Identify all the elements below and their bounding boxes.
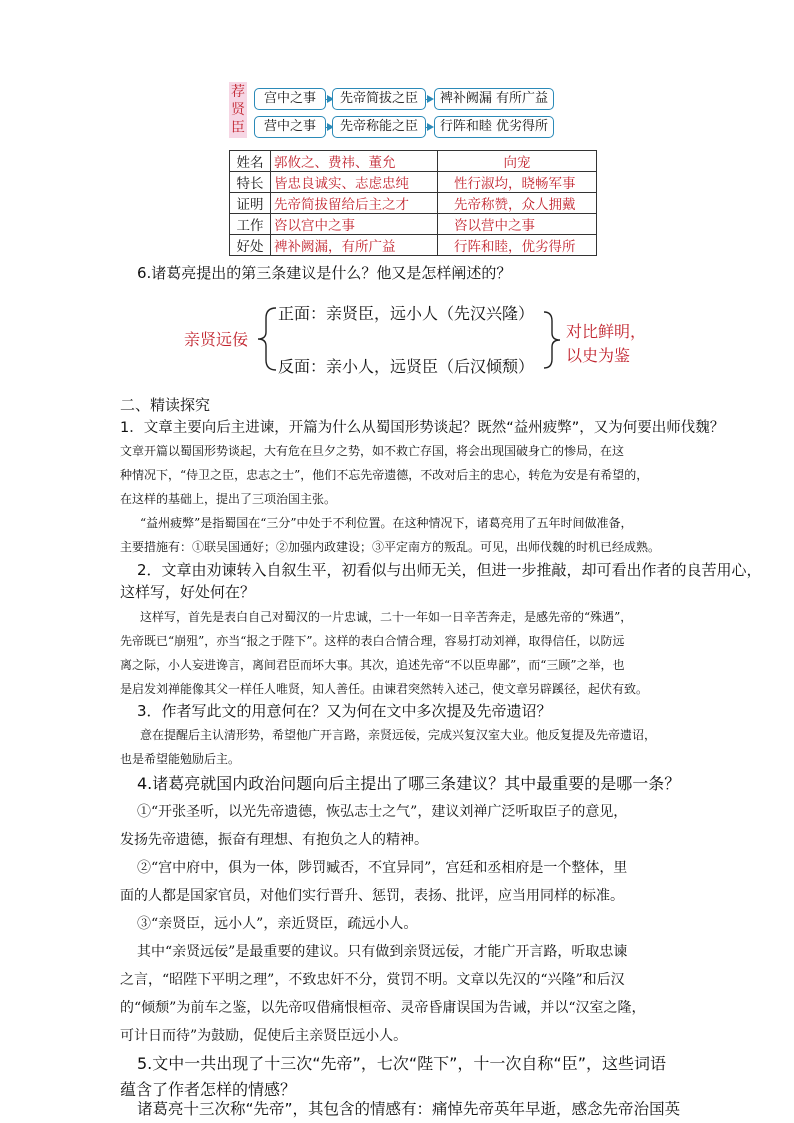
table-header-cell: 特长 bbox=[230, 172, 271, 193]
brace-bottom-line: 反面：亲小人，远贤臣（后汉倾颓） bbox=[278, 357, 535, 376]
answer-2-line: 离之际，小人妄进谗言，离间君臣而坏大事。其次，追述先帝“不以臣卑鄙”，而“三顾”之举，也 bbox=[120, 658, 625, 672]
table-cell: 咨以营中之事 bbox=[438, 214, 597, 235]
question-5: 蕴含了作者怎样的情感？ bbox=[120, 1080, 297, 1099]
table-row bbox=[230, 214, 597, 235]
table-cell: 先帝称赞，众人拥戴 bbox=[438, 193, 597, 214]
answer-2-line: 先帝既已“崩殂”，亦当“报之于陛下”。这样的表白合情合理，容易打动刘禅，取得信任，以防远 bbox=[120, 634, 625, 648]
section-title: 二、精读探究 bbox=[120, 396, 211, 414]
brace-top-line: 正面：亲贤臣，远小人（先汉兴隆） bbox=[278, 304, 535, 323]
ministers-table bbox=[229, 150, 597, 256]
table-cell: 向宠 bbox=[438, 151, 597, 172]
question-6: 6.诸葛亮提出的第三条建议是什么？他又是怎样阐述的？ bbox=[137, 264, 512, 282]
left-brace-icon bbox=[256, 306, 280, 372]
answer-5-line: 诸葛亮十三次称“先帝”，其包含的情感有：痛悼先帝英年早逝，感念先帝治国英 bbox=[137, 1100, 681, 1118]
answer-4-line: 其中“亲贤远佞”是最重要的建议。只有做到亲贤远佞，才能广开言路，听取忠谏 bbox=[137, 944, 628, 960]
brace-right-line-1: 对比鲜明， bbox=[566, 322, 647, 341]
table-cell: 郭攸之、费祎、董允 bbox=[271, 151, 438, 172]
table-cell: 先帝简拔留给后主之才 bbox=[271, 193, 438, 214]
answer-4-line: 之言，“昭陛下平明之理”，不致忠奸不分，赏罚不明。文章以先汉的“兴隆”和后汉 bbox=[120, 972, 625, 988]
flow-arrow bbox=[425, 127, 432, 128]
answer-1-line: 文章开篇以蜀国形势谈起，大有危在旦夕之势，如不救亡存国，将会出现国破身亡的惨局，在这 bbox=[120, 444, 625, 458]
flow-node: 宫中之事 bbox=[254, 88, 326, 110]
table-header-cell: 证明 bbox=[230, 193, 271, 214]
answer-4-line: ③“亲贤臣，远小人”，亲近贤臣，疏远小人。 bbox=[137, 916, 418, 932]
answer-3-line: 也是希望能勉励后主。 bbox=[120, 752, 241, 766]
answer-1-line: 主要措施有：①联吴国通好；②加强内政建设；③平定南方的叛乱。可见，出师伐魏的时机已经成熟。 bbox=[120, 540, 661, 554]
answer-4-line: 的“倾颓”为前车之鉴，以先帝叹借痛恨桓帝、灵帝昏庸误国为告诫，并以“汉室之隆， bbox=[120, 1000, 646, 1016]
flow-node: 营中之事 bbox=[254, 116, 326, 138]
flow-node: 行阵和睦 优劣得所 bbox=[434, 116, 554, 138]
table-cell: 性行淑均，晓畅军事 bbox=[438, 172, 597, 193]
table-cell: 咨以宫中之事 bbox=[271, 214, 438, 235]
question-2: 2．文章由劝谏转入自叙生平，初看似与出师无关，但进一步推敲，却可看出作者的良苦用心， bbox=[137, 561, 762, 579]
table-cell: 裨补阙漏，有所广益 bbox=[271, 235, 438, 256]
answer-4-line: ①“开张圣听，以光先帝遗德，恢弘志士之气”，建议刘禅广泛听取臣子的意见， bbox=[137, 804, 628, 820]
flow-node: 先帝简拔之臣 bbox=[332, 88, 426, 110]
question-3: 3．作者写此文的用意何在？又为何在文中多次提及先帝遗诏？ bbox=[137, 702, 552, 720]
tag-char: 贤 bbox=[231, 102, 245, 118]
table-cell: 皆忠良诚实、志虑忠纯 bbox=[271, 172, 438, 193]
flow-node: 先帝称能之臣 bbox=[332, 116, 426, 138]
table-cell: 行阵和睦，优劣得所 bbox=[438, 235, 597, 256]
brace-right-line-2: 以史为鉴 bbox=[566, 346, 631, 365]
table-header-cell: 工作 bbox=[230, 214, 271, 235]
table-row bbox=[230, 193, 597, 214]
flow-arrow bbox=[325, 127, 332, 128]
question-1: 1．文章主要向后主进谏，开篇为什么从蜀国形势谈起？既然“益州疲弊”，又为何要出师伐魏？ bbox=[120, 420, 725, 436]
table-row bbox=[230, 172, 597, 193]
flow-arrow bbox=[425, 99, 432, 100]
brace-left-label: 亲贤远佞 bbox=[184, 330, 249, 349]
right-brace-icon bbox=[542, 310, 562, 370]
answer-2-line: 这样写，首先是表白自己对蜀汉的一片忠诚，二十一年如一日辛苦奔走，是感先帝的“殊遇”， bbox=[140, 610, 633, 624]
question-2: 这样写，好处何在？ bbox=[120, 583, 256, 601]
question-4: 4.诸葛亮就国内政治问题向后主提出了哪三条建议？其中最重要的是哪一条？ bbox=[137, 774, 681, 793]
table-row bbox=[230, 235, 597, 256]
flow-diagram bbox=[0, 0, 794, 150]
flow-arrow bbox=[325, 99, 332, 100]
table-row bbox=[230, 151, 597, 172]
answer-4-line: 可计日而待”为鼓励，促使后主亲贤臣远小人。 bbox=[120, 1028, 408, 1044]
answer-4-line: ②“宫中府中，俱为一体，陟罚臧否，不宜异同”，宫廷和丞相府是一个整体，里 bbox=[137, 860, 628, 876]
tag-char: 臣 bbox=[231, 120, 245, 136]
answer-2-line: 是启发刘禅能像其父一样任人唯贤，知人善任。由谏君突然转入述己，使文章另辟蹊径，起伏有致。 bbox=[120, 682, 649, 696]
answer-1-line: 在这样的基础上，提出了三项治国主张。 bbox=[120, 492, 337, 506]
answer-4-line: 发扬先帝遗德，振奋有理想、有抱负之人的精神。 bbox=[120, 832, 428, 848]
table-header-cell: 姓名 bbox=[230, 151, 271, 172]
answer-3-line: 意在提醒后主认清形势，希望他广开言路，亲贤远佞，完成兴复汉室大业。他反复提及先帝遗诏， bbox=[140, 728, 657, 742]
tag-char: 荐 bbox=[231, 84, 245, 100]
table-header-cell: 好处 bbox=[230, 235, 271, 256]
answer-1-line: 种情况下，“侍卫之臣，忠志之士”，他们不忘先帝遗德，不改对后主的忠心，转危为安是有希望的， bbox=[120, 468, 649, 482]
flow-node: 裨补阙漏 有所广益 bbox=[434, 88, 554, 110]
answer-1-line: “益州疲弊”是指蜀国在“三分”中处于不利位置。在这种情况下，诸葛亮用了五年时间做准备， bbox=[140, 516, 633, 530]
question-5: 5.文中一共出现了十三次“先帝”，七次“陛下”，十一次自称“臣”，这些词语 bbox=[137, 1054, 667, 1073]
answer-4-line: 面的人都是国家官员，对他们实行晋升、惩罚，表扬、批评，应当用同样的标准。 bbox=[120, 888, 624, 904]
